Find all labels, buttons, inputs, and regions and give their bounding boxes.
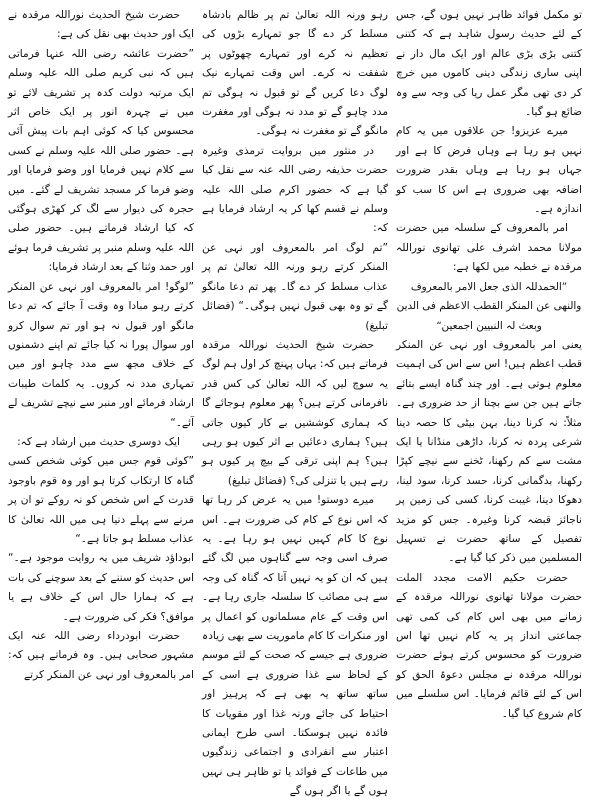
paragraph: حضرت شیخ الحدیث نوراللہ مرقدہ نے ایک اور حدیث بھی نقل کی ہے: xyxy=(8,9,194,41)
paragraph: در منثور میں بروایت ترمذی وغیرہ حضرت حذیفہ رضی اللہ عنہ سے نقل کیا گیا ہے کہ حضور اکرم صلی اللہ علیہ وسلم نے قسم کھا کر یہ ارشاد فرمایا ہے کہ: xyxy=(202,144,388,235)
paragraph: تو مکمل فوائد ظاہر نہیں ہوں گے، جس کے لئے حدیث رسول شاہد ہے کہ کتنی کتنی بڑی بڑی عالم اور ایک مال دار نے اپنی ساری زندگی دینی کاموں میں خرچ کر دی تھی مگر عمل ریا کی وجہ سے وہ ضائع ہو گیا۔ xyxy=(396,9,582,119)
paragraph: ”حضرت عائشہ رضی اللہ عنہا فرماتی ہیں کہ نبی کریم صلی اللہ علیہ وسلم ایک مرتبہ دولت کدہ پر تشریف لائے تو میں نے چہرہ انور پر ایک خاص اثر محسوس کیا کہ کوئی اہم بات پیش آئی ہے۔ حضور صلی اللہ علیہ وسلم نے کسی سے کلام نہیں فرمایا اور وضو فرمایا اور وضو فرما کر مسجد تشریف لے گئے۔ میں حجرہ کی دیوار سے لگ کر کھڑی ہوگئی کہ کیا ارشاد فرماتے ہیں۔ حضور صلی اللہ علیہ وسلم منبر پر تشریف فرما ہوئے اور حمد وثنا کے بعد ارشاد فرمایا: xyxy=(8,47,194,274)
paragraph: میرے دوستو! میں یہ عرض کر رہا تھا کہ اس نوع کے کام کی ضرورت ہے۔ اس نوع کا کام کہیں نہیں ہو رہا ہے۔ یہ صرف اسی وجہ سے گناہوں میں لگ گئے ہیں کہ ان کو یہ نہیں آتا کہ گناہ کی وجہ سے ہی مصائب کا سلسلہ جاری رہا ہے۔ اس وقت کے عام مسلمانوں کو اعمال پر اور منکرات کا کام ماموریت سے بھی زیادہ ضروری ہے جیسے کہ صحت کے لئے موسم کے لحاظ سے غذا ضروری ہے اسی کے ساتھ ساتھ یہ بھی ہے کہ پرہیز اور احتیاط کی جائے ورنہ غذا اور مقویات کا فائدہ نہیں ہوسکتا۔ اسی طرح ایمانی اعتبار سے انفرادی و اجتماعی زندگیوں میں طاعات کے فوائد یا تو ظاہر ہی نہیں ہوں گے یا اگر ہوں گے xyxy=(202,494,388,798)
paragraph: رہو ورنہ اللہ تعالیٰ تم پر ظالم بادشاہ مسلط کر دے گا جو تمہارے بڑوں کی تعظیم نہ کرے اور تمہارے چھوٹوں پر شفقت نہ کرے۔ اس وقت تمہارے نیک لوگ دعا کریں گے تو قبول نہ ہوگی تم مدد چاہو گے تو مدد نہ ہوگی اور مغفرت مانگو گے تو مغفرت نہ ہوگی۔ xyxy=(202,9,388,138)
paragraph: میرے عزیزو! جن علاقوں میں یہ کام نہیں ہو رہا ہے وہاں فرض کا ہے اور جہاں ہو رہا ہے وہاں بقدر ضرورت اضافہ بھی ضروری ہے اس کا سب کو اندازہ ہے۔ xyxy=(396,125,582,216)
text-column-1 xyxy=(8,6,194,744)
paragraph: ابوداؤد شریف میں یہ روایت موجود ہے۔“ اس حدیث کو سننے کے بعد سوچنے کی بات ہے کہ ہمارا حال اس کے خلاف ہے یا موافق؟ فکر کی ضرورت ہے۔ xyxy=(8,552,194,623)
arabic-quote: ”الحمدللہ الذی جعل الامر بالمعروف والنھی عن المنکر القطب الاعظم فی الدین وبعث لہ النبیین اجمعین“ xyxy=(396,280,582,332)
paragraph: ایک دوسری حدیث میں ارشاد ہے کہ: xyxy=(17,435,180,448)
paragraph: یعنی امر بالمعروف اور نہی عن المنکر قطب اعظم ہیں! اس سے اس کی اہمیت معلوم ہوتی ہے۔ اور چند گناہ ایسے بتائے جاتے ہیں جن سے بچنا از حد ضروری ہے۔ مثلاً: نہ کرنا دینا، بہن بیٹی کا حصہ دینا شرعی پردہ نہ کرنا، داڑھی منڈانا یا ایک مشت سے کم رکھنا، ٹخنے سے نیچے کپڑا رکھنا، بدگمانی کرنا، حسد کرنا، سود لینا، دھوکا دینا، غیبت کرنا، کسی کی زمین پر ناجائز قبضہ کرنا وغیرہ۔ جس کو مزید تفصیل کے ساتھ حضرت نے تسہیل المسلمین میں ذکر کیا گیا ہے۔ xyxy=(396,338,582,565)
text-column-2 xyxy=(202,6,388,798)
paragraph: امر بالمعروف کے سلسلہ میں حضرت مولانا محمد اشرف علی تھانوی نوراللہ مرقدہ نے خطبہ میں لکھا ہے: xyxy=(396,222,582,274)
paragraph: حضرت حکیم الامت مجدد الملت حضرت مولانا تھانوی نوراللہ مرقدہ کے زمانے میں بھی اس کام کی کمی تھی جماعتی انداز پر یہ کام نہیں تھا اس ضرورت کو محسوس کرتے ہوئے حضرت نوراللہ مرقدہ نے مجلس دعوۃ الحق کو اس کے لئے قائم فرمایا۔ اس سلسلے میں کام شروع کیا گیا۔ xyxy=(396,571,582,720)
paragraph: حضرت شیخ الحدیث نوراللہ مرقدہ فرماتے ہیں کہ: یہاں پہنچ کر اول ہم لوگ یہ سوچ لیں کہ اللہ تعالیٰ کی کس قدر نافرمانی کرتے ہیں؟ پھر معلوم ہوجائے گا کہ ہماری کوششیں بے کار کیوں جاتی ہیں؟ ہماری دعائیں بے اثر کیوں ہو رہی ہیں؟ ہم اپنی ترقی کے بیچ پر کیوں ہو رہے ہیں یا تنزلی کی؟ (فضائل تبلیغ) xyxy=(202,338,388,487)
paragraph: حضرت ابودرداء رضی اللہ عنہ ایک مشہور صحابی ہیں۔ وہ فرماتے ہیں کہ: امر بالمعروف اور نہی عن المنکر کرتے xyxy=(8,630,194,681)
paragraph: ”لوگو! امر بالمعروف اور نہی عن المنکر کرتے رہو مبادا وہ وقت آ جائے کہ تم دعا مانگو اور قبول نہ ہو اور تم سوال کرو اور سوال پورا نہ کیا جائے تم اپنے دشمنوں کے خلاف مجھ سے مدد چاہو اور میں تمہاری مدد نہ کروں۔ یہ کلمات طیبات ارشاد فرمائے اور منبر سے نیچے تشریف لے آئے۔“ xyxy=(8,280,194,429)
paragraph: ”کوئی قوم جس میں کوئی شخص کسی گناہ کا ارتکاب کرتا ہو اور وہ قوم باوجود قدرت کے اس شخص کو نہ روکے تو ان پر مرنے سے پہلے دنیا ہی میں اللہ تعالیٰ کا عذاب مسلط ہو جاتا ہے۔“ xyxy=(8,455,194,545)
text-column-3 xyxy=(396,6,582,744)
paragraph: ”تم لوگ امر بالمعروف اور نہی عن المنکر کرتے رہو ورنہ اللہ تعالیٰ تم پر عذاب مسلط کر دے گا۔ پھر تم دعا مانگو گے تو وہ بھی قبول نہیں ہوگی۔“ (فضائل تبلیغ) xyxy=(202,241,388,332)
